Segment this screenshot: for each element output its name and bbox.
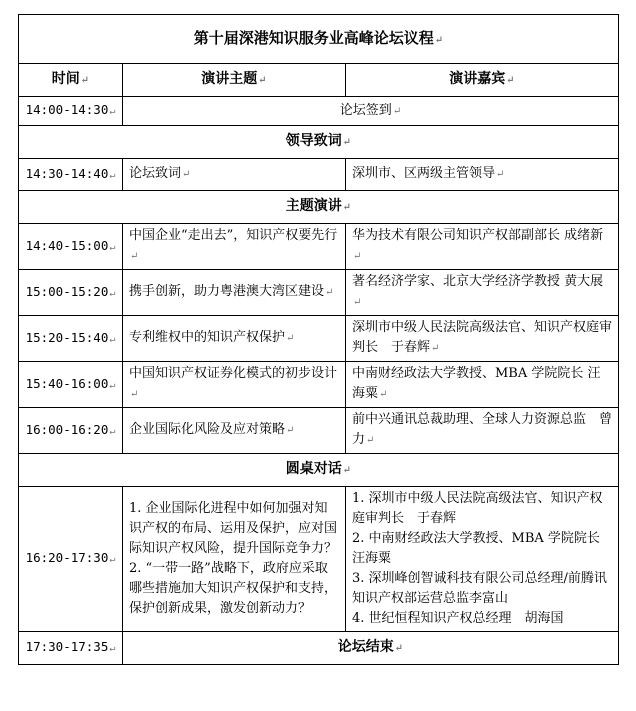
keynote-speaker: 深圳市中级人民法院高级法官、知识产权庭审判长 于春辉↵ xyxy=(346,316,619,362)
opening-topic: 论坛致词↵ xyxy=(123,159,346,191)
roundtable-topic: 2. “一带一路”战略下，政府应采取哪些措施加大知识产权保护和支持，保护创新成果，激发创新动力？ xyxy=(129,561,338,616)
section-opening xyxy=(19,126,619,159)
keynote-row xyxy=(19,408,619,454)
header-row xyxy=(19,64,619,97)
roundtable-speaker: 3. 深圳峰创智诚科技有限公司总经理/前腾讯知识产权部运营总监李富山 xyxy=(352,571,607,606)
agenda-title: 第十届深港知识服务业高峰论坛议程↵ xyxy=(19,15,619,64)
keynote-row xyxy=(19,316,619,362)
keynote-row xyxy=(19,362,619,408)
section-roundtable-label: 圆桌对话↵ xyxy=(19,454,619,487)
keynote-time: 14:40-15:00↵ xyxy=(19,224,123,270)
checkin-time: 14:00-14:30↵ xyxy=(19,97,123,126)
keynote-time: 15:20-15:40↵ xyxy=(19,316,123,362)
section-keynote xyxy=(19,191,619,224)
header-topic: 演讲主题↵ xyxy=(123,64,346,97)
checkin-text: 论坛签到↵ xyxy=(123,97,619,126)
section-opening-label: 领导致词↵ xyxy=(19,126,619,159)
keynote-speaker: 华为技术有限公司知识产权部副部长 成绪新↵ xyxy=(346,224,619,270)
keynote-time: 15:40-16:00↵ xyxy=(19,362,123,408)
closing-time: 17:30-17:35↵ xyxy=(19,632,123,665)
keynote-row xyxy=(19,224,619,270)
opening-speaker: 深圳市、区两级主管领导↵ xyxy=(346,159,619,191)
header-speaker: 演讲嘉宾↵ xyxy=(346,64,619,97)
title-row xyxy=(19,15,619,64)
opening-row xyxy=(19,159,619,191)
roundtable-speakers xyxy=(346,487,619,632)
section-keynote-label: 主题演讲↵ xyxy=(19,191,619,224)
keynote-speaker: 前中兴通讯总裁助理、全球人力资源总监 曾力↵ xyxy=(346,408,619,454)
roundtable-topic: 1. 企业国际化进程中如何加强对知识产权的布局、运用及保护，应对国际知识产权风险，提升国际竞争力？ xyxy=(129,501,338,556)
keynote-topic: 中国知识产权证券化模式的初步设计↵ xyxy=(123,362,346,408)
keynote-topic: 中国企业“走出去”，知识产权要先行↵ xyxy=(123,224,346,270)
roundtable-speaker: 2. 中南财经政法大学教授、MBA 学院院长 汪海粟 xyxy=(352,531,613,566)
keynote-speaker: 著名经济学家、北京大学经济学教授 黄大展↵ xyxy=(346,270,619,316)
roundtable-topics xyxy=(123,487,346,632)
checkin-row xyxy=(19,97,619,126)
roundtable-speaker: 4. 世纪恒程知识产权总经理 胡海国 xyxy=(352,611,564,626)
keynote-speaker: 中南财经政法大学教授、MBA 学院院长 汪海粟↵ xyxy=(346,362,619,408)
agenda-table xyxy=(18,14,619,665)
header-time: 时间↵ xyxy=(19,64,123,97)
keynote-topic: 携手创新，助力粤港澳大湾区建设↵ xyxy=(123,270,346,316)
roundtable-speaker: 1. 深圳市中级人民法院高级法官、知识产权庭审判长 于春辉 xyxy=(352,491,603,526)
keynote-row xyxy=(19,270,619,316)
section-roundtable xyxy=(19,454,619,487)
keynote-topic: 企业国际化风险及应对策略↵ xyxy=(123,408,346,454)
closing-label: 论坛结束↵ xyxy=(123,632,619,665)
keynote-time: 16:00-16:20↵ xyxy=(19,408,123,454)
roundtable-row xyxy=(19,487,619,632)
closing-row xyxy=(19,632,619,665)
opening-time: 14:30-14:40↵ xyxy=(19,159,123,191)
keynote-topic: 专利维权中的知识产权保护↵ xyxy=(123,316,346,362)
roundtable-time: 16:20-17:30↵ xyxy=(19,487,123,632)
keynote-time: 15:00-15:20↵ xyxy=(19,270,123,316)
